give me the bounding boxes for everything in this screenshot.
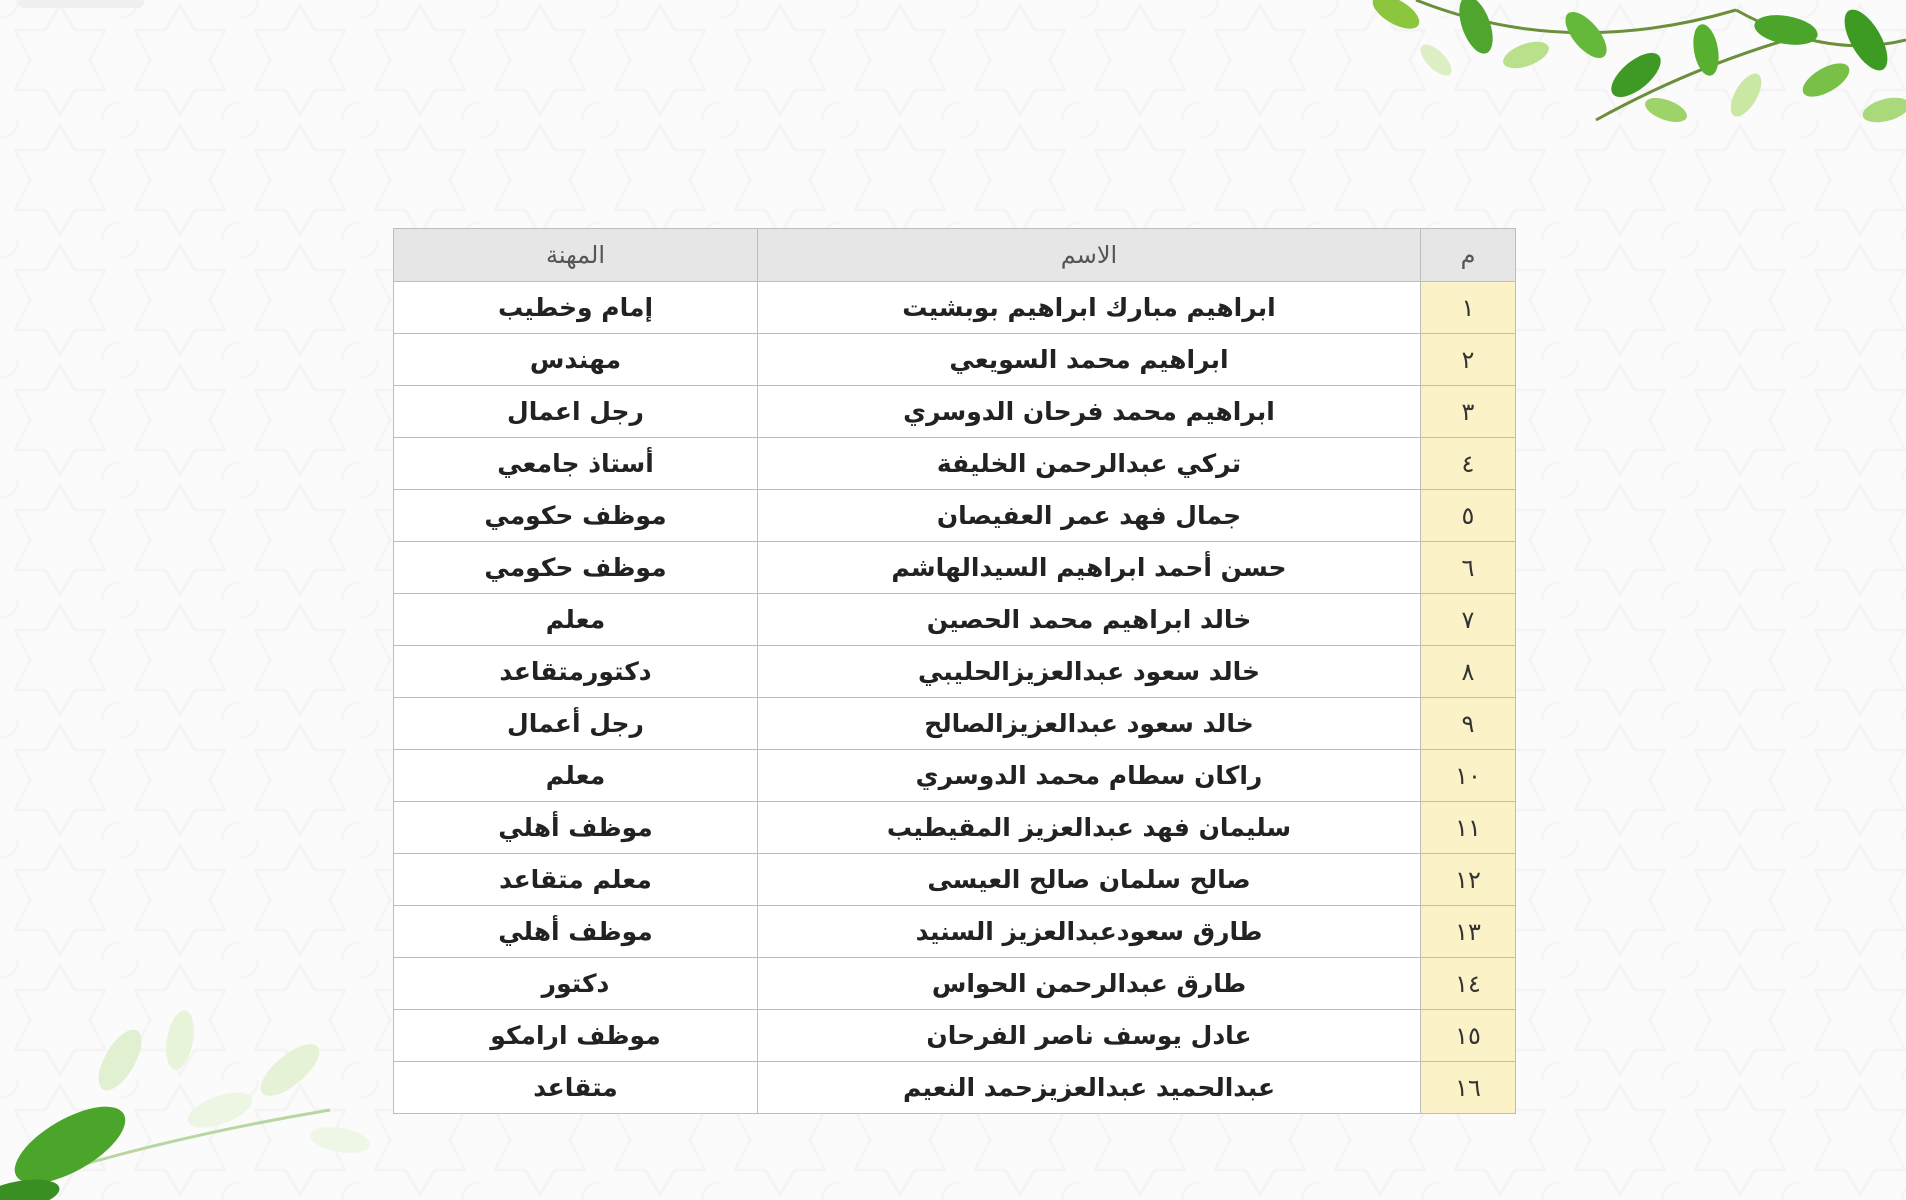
row-profession: موظف حكومي: [394, 542, 758, 594]
header-name: الاسم: [758, 229, 1421, 282]
row-index: ١٠: [1421, 750, 1516, 802]
row-index: ١٥: [1421, 1010, 1516, 1062]
row-name: طارق عبدالرحمن الحواس: [758, 958, 1421, 1010]
row-profession: رجل اعمال: [394, 386, 758, 438]
row-profession: رجل أعمال: [394, 698, 758, 750]
table-row: [394, 594, 1516, 646]
row-index: ١٤: [1421, 958, 1516, 1010]
table-row: [394, 282, 1516, 334]
row-index: ١: [1421, 282, 1516, 334]
table-row: [394, 750, 1516, 802]
row-profession: موظف أهلي: [394, 802, 758, 854]
row-index: ٤: [1421, 438, 1516, 490]
members-table-container: [393, 228, 1515, 1114]
row-index: ١٦: [1421, 1062, 1516, 1114]
members-table: [393, 228, 1516, 1114]
table-row: [394, 542, 1516, 594]
row-index: ٥: [1421, 490, 1516, 542]
row-name: ابراهيم محمد فرحان الدوسري: [758, 386, 1421, 438]
top-left-tab-stub: [18, 0, 144, 8]
row-profession: أستاذ جامعي: [394, 438, 758, 490]
row-profession: موظف أهلي: [394, 906, 758, 958]
table-row: [394, 1062, 1516, 1114]
leaf-decoration-top-right: [1266, 0, 1906, 170]
row-profession: معلم: [394, 594, 758, 646]
table-row: [394, 958, 1516, 1010]
row-name: راكان سطام محمد الدوسري: [758, 750, 1421, 802]
table-row: [394, 386, 1516, 438]
row-name: خالد سعود عبدالعزيزالحليبي: [758, 646, 1421, 698]
row-name: خالد سعود عبدالعزيزالصالح: [758, 698, 1421, 750]
leaf-decoration-bottom-left: [0, 1000, 400, 1200]
table-row: [394, 490, 1516, 542]
row-profession: معلم متقاعد: [394, 854, 758, 906]
header-index: م: [1421, 229, 1516, 282]
row-index: ٦: [1421, 542, 1516, 594]
row-index: ٨: [1421, 646, 1516, 698]
row-profession: معلم: [394, 750, 758, 802]
row-name: سليمان فهد عبدالعزيز المقيطيب: [758, 802, 1421, 854]
row-index: ١١: [1421, 802, 1516, 854]
row-name: ابراهيم مبارك ابراهيم بوبشيت: [758, 282, 1421, 334]
row-index: ١٣: [1421, 906, 1516, 958]
row-index: ٧: [1421, 594, 1516, 646]
table-row: [394, 854, 1516, 906]
table-row: [394, 334, 1516, 386]
row-profession: موظف ارامكو: [394, 1010, 758, 1062]
row-name: ابراهيم محمد السويعي: [758, 334, 1421, 386]
row-name: طارق سعودعبدالعزيز السنيد: [758, 906, 1421, 958]
row-profession: إمام وخطيب: [394, 282, 758, 334]
row-index: ١٢: [1421, 854, 1516, 906]
row-name: جمال فهد عمر العفيصان: [758, 490, 1421, 542]
table-header-row: [394, 229, 1516, 282]
row-index: ٩: [1421, 698, 1516, 750]
table-row: [394, 906, 1516, 958]
row-profession: موظف حكومي: [394, 490, 758, 542]
table-row: [394, 438, 1516, 490]
table-row: [394, 646, 1516, 698]
row-name: صالح سلمان صالح العيسى: [758, 854, 1421, 906]
row-profession: دكتورمتقاعد: [394, 646, 758, 698]
row-profession: مهندس: [394, 334, 758, 386]
table-row: [394, 1010, 1516, 1062]
row-index: ٣: [1421, 386, 1516, 438]
row-name: تركي عبدالرحمن الخليفة: [758, 438, 1421, 490]
row-name: عادل يوسف ناصر الفرحان: [758, 1010, 1421, 1062]
table-row: [394, 698, 1516, 750]
row-index: ٢: [1421, 334, 1516, 386]
row-profession: دكتور: [394, 958, 758, 1010]
header-profession: المهنة: [394, 229, 758, 282]
row-profession: متقاعد: [394, 1062, 758, 1114]
table-row: [394, 802, 1516, 854]
row-name: حسن أحمد ابراهيم السيدالهاشم: [758, 542, 1421, 594]
row-name: عبدالحميد عبدالعزيزحمد النعيم: [758, 1062, 1421, 1114]
row-name: خالد ابراهيم محمد الحصين: [758, 594, 1421, 646]
